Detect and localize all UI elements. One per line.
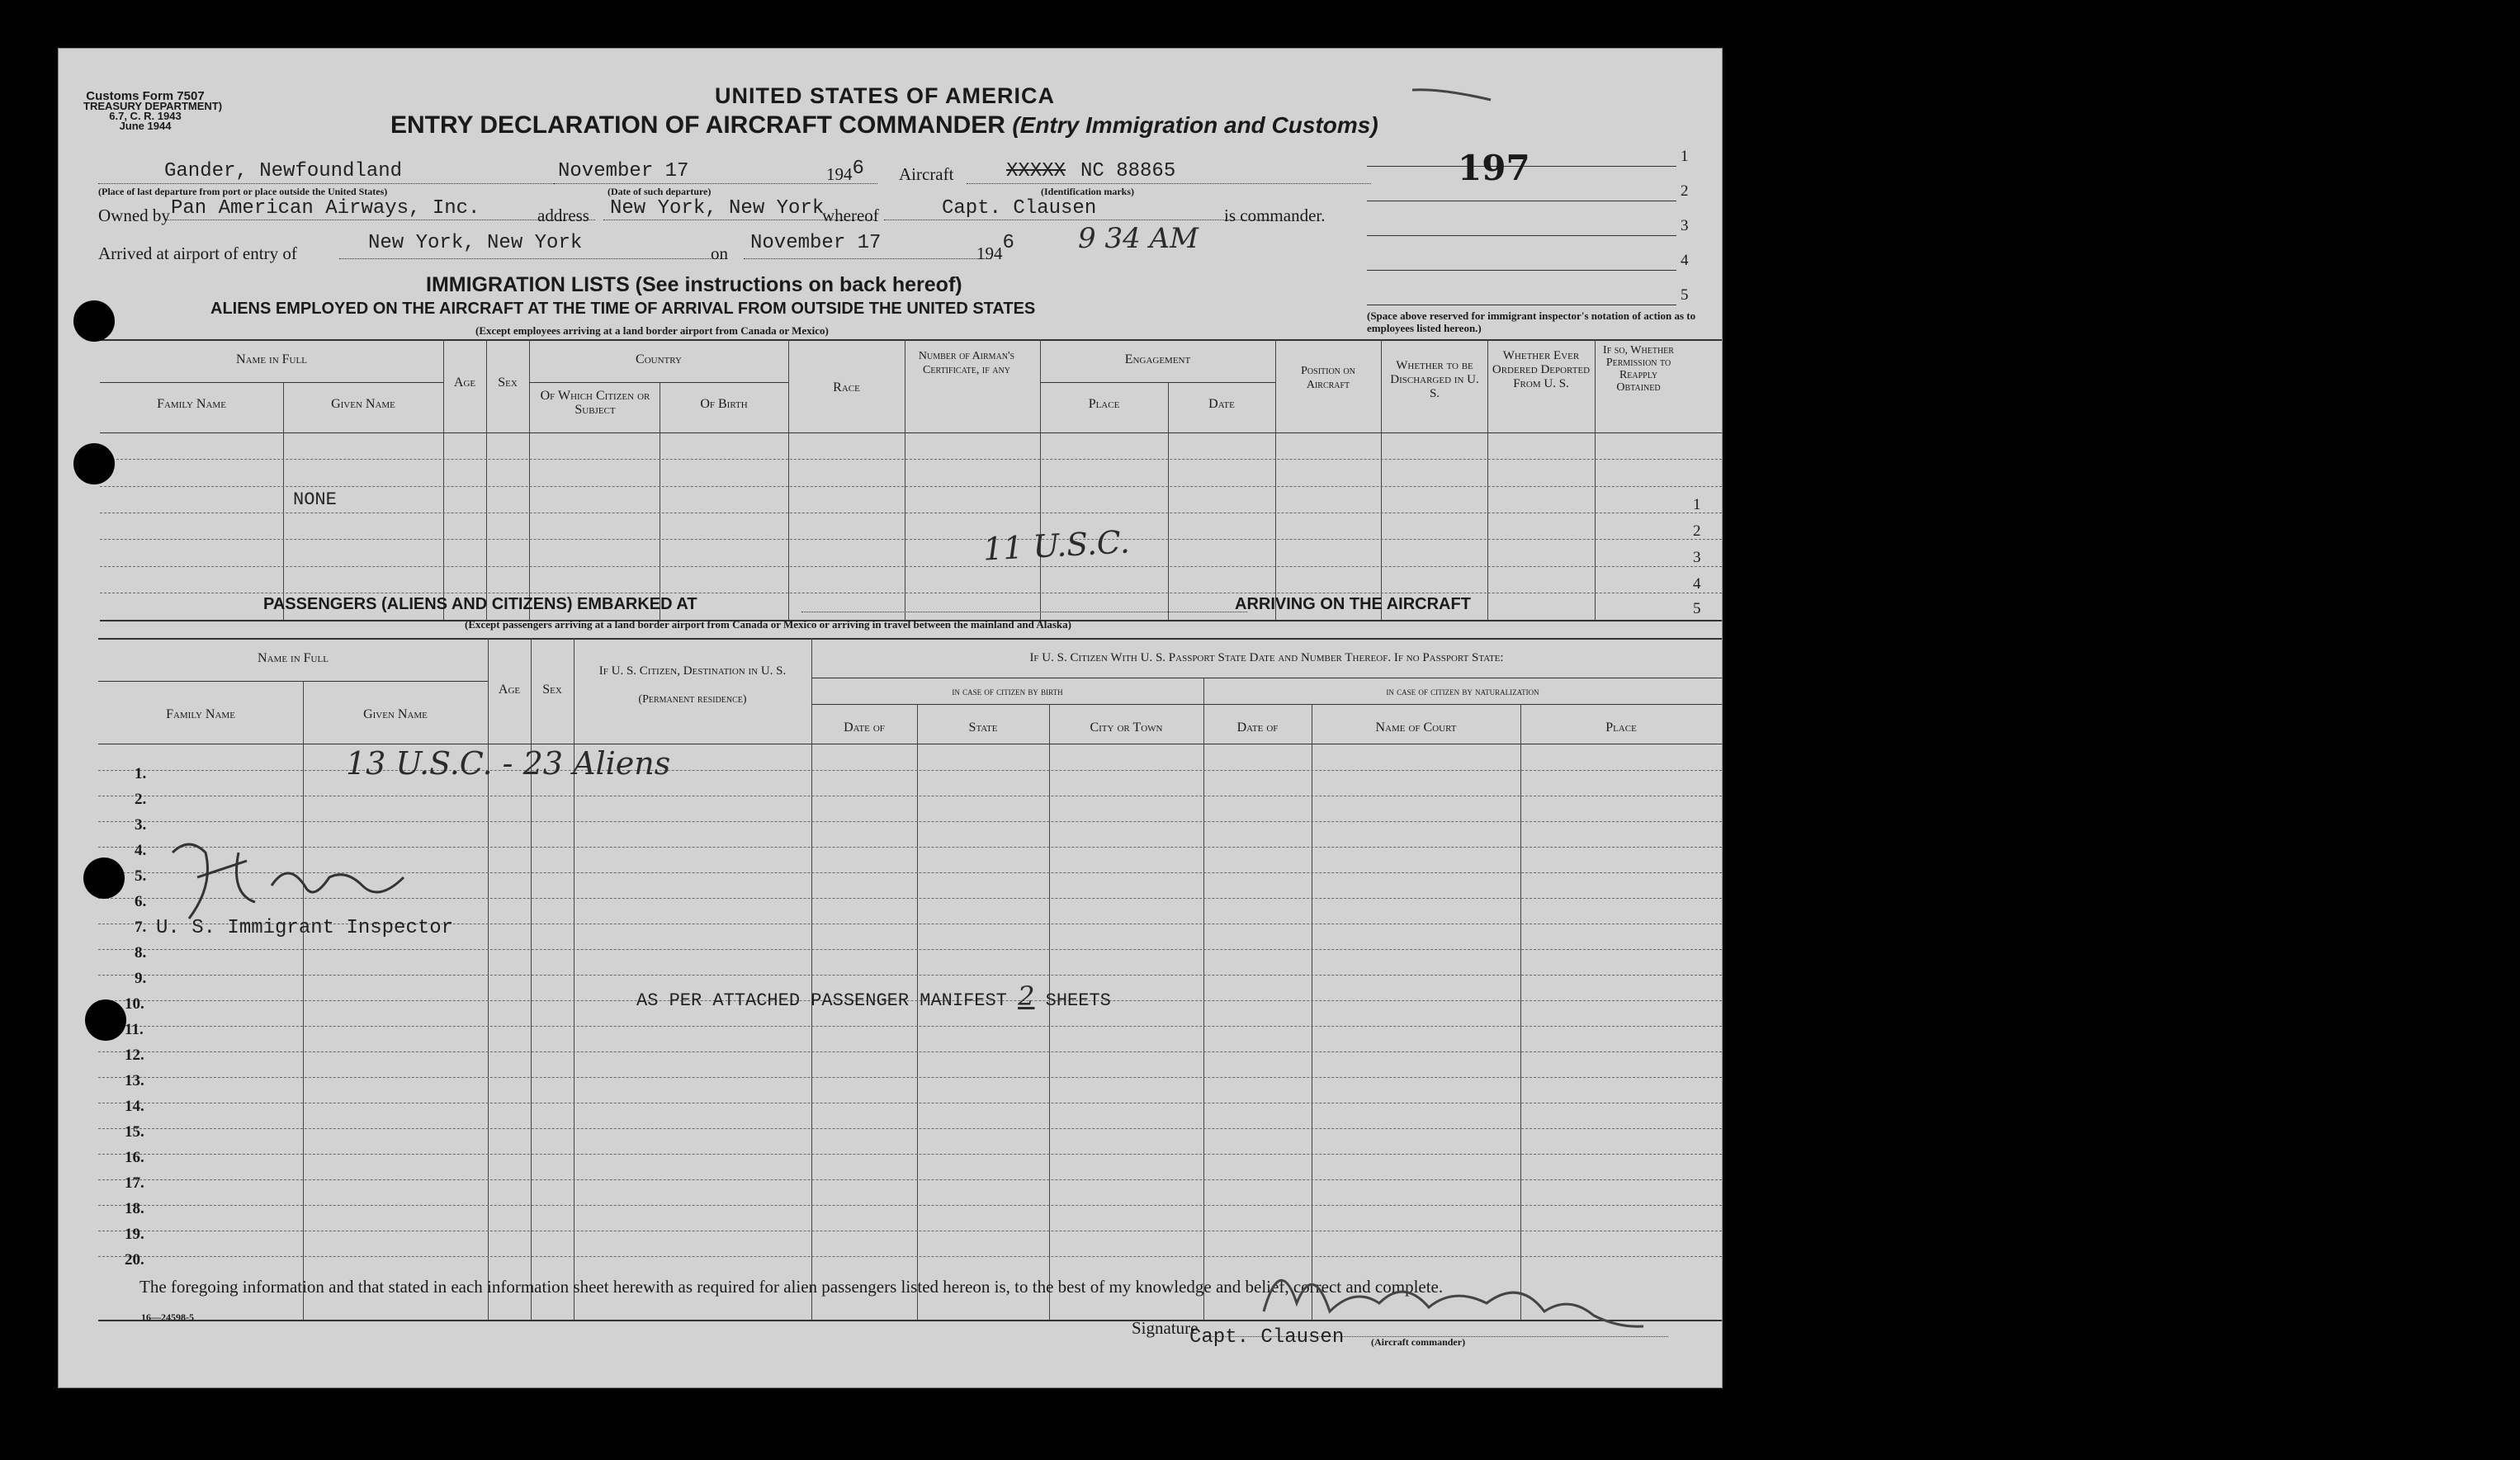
form-code: 16—24598-5 [141, 1311, 194, 1323]
form-number: Customs Form 7507 [86, 89, 205, 103]
reserved-line-number: 2 [1681, 182, 1689, 200]
address-label: address [537, 206, 589, 225]
arrived-label: Arrived at airport of entry of [98, 243, 297, 263]
immigration-note: (Except employees arriving at a land border airport from Canada or Mexico) [475, 324, 829, 337]
employee-row-number: 3 [1693, 549, 1701, 566]
passenger-row-number: 8. [135, 944, 147, 962]
col-country: Country [636, 352, 682, 366]
employee-entry-none: NONE [293, 489, 337, 510]
aircraft-caption: (Identification marks) [1041, 186, 1134, 197]
col-sex: Sex [498, 376, 518, 390]
col-engagement: Engagement [1124, 352, 1191, 366]
departure-place-caption: (Place of last departure from port or place outside the United States) [98, 186, 388, 197]
reserved-note: (Space above reserved for immigrant inspector's notation of action as to employees listed hereon.) [1367, 309, 1696, 334]
reserved-line-number: 3 [1681, 217, 1689, 234]
is-commander-label: is commander. [1224, 206, 1326, 225]
pen-mark [1408, 82, 1499, 106]
manifest-sheet-count: 2 [1018, 980, 1035, 1012]
col-race: Race [833, 380, 860, 395]
col-name-in-full: Name in Full [236, 352, 307, 366]
passenger-row-number: 4. [135, 842, 147, 859]
pcol-court: Name of Court [1375, 721, 1457, 735]
departure-date-caption: (Date of such departure) [608, 186, 712, 197]
col-age: Age [453, 376, 476, 390]
employee-row-number: 1 [1693, 496, 1701, 513]
pcol-sex: Sex [542, 683, 562, 697]
form-title-main: ENTRY DECLARATION OF AIRCRAFT COMMANDER [390, 111, 1005, 139]
punch-hole [73, 443, 115, 484]
col-discharged: Whether to be Discharged in U. S. [1390, 359, 1479, 400]
inspector-reserved-area [1367, 148, 1714, 346]
departure-place: Gander, Newfoundland [164, 160, 403, 182]
pcol-city: City or Town [1090, 721, 1163, 735]
passenger-row-number: 7. [135, 919, 147, 936]
passenger-row-number: 6. [135, 893, 147, 910]
col-engagement-place: Place [1088, 397, 1120, 411]
passengers-heading-left: PASSENGERS (ALIENS AND CITIZENS) EMBARKED AT [263, 595, 697, 613]
owned-by-label: Owned by [98, 206, 170, 225]
reserved-line-number: 5 [1681, 286, 1689, 304]
passenger-row-number: 19. [125, 1226, 144, 1243]
aircraft-id: NC 88865 [1080, 160, 1176, 182]
reserved-line-number: 4 [1681, 252, 1689, 269]
country-heading: UNITED STATES OF AMERICA [715, 83, 1055, 108]
pcol-place: Place [1605, 721, 1637, 735]
commander-name: Capt. Clausen [942, 197, 1097, 220]
employee-row-number: 5 [1693, 600, 1701, 617]
employee-row-number: 4 [1693, 575, 1701, 593]
passengers-note: (Except passengers arriving at a land border airport from Canada or Mexico or arriving in travel between the mainland and Alaska) [465, 618, 1071, 631]
pcol-given-name: Given Name [363, 707, 428, 721]
passenger-row-number: 1. [135, 765, 147, 782]
pcol-age: Age [498, 683, 521, 697]
immigration-handwritten-note: 11 U.S.C. [981, 523, 1131, 568]
passenger-row-number: 14. [125, 1098, 144, 1115]
punch-hole [83, 858, 125, 899]
col-citizen-of: Of Which Citizen or Subject [540, 389, 650, 417]
form-title [390, 111, 1378, 139]
passenger-row-number: 17. [125, 1174, 144, 1192]
col-engagement-date: Date [1208, 397, 1235, 411]
passenger-row-number: 9. [135, 970, 147, 987]
form-title-sub: (Entry Immigration and Customs) [1012, 112, 1378, 138]
passenger-row-number: 20. [125, 1251, 144, 1269]
pcol-family-name: Family Name [166, 707, 235, 721]
whereof-label: whereof [822, 206, 879, 225]
aircraft-label: Aircraft [899, 164, 954, 184]
year-label: 1946 [826, 158, 864, 184]
immigration-heading: IMMIGRATION LISTS (See instructions on back hereof) [426, 273, 962, 296]
aircraft-struck-text: XXXXX [1006, 160, 1066, 182]
passenger-row-number: 5. [135, 867, 147, 885]
pcol-name-in-full: Name in Full [258, 651, 329, 665]
col-permission: If so, Whether Permission to Reapply Obtained [1603, 344, 1674, 394]
arrival-date: November 17 [750, 232, 882, 254]
arrival-time: 9 34 AM [1078, 222, 1199, 255]
departure-date: November 17 [558, 160, 689, 182]
col-of-birth: Of Birth [700, 397, 748, 411]
pcol-by-naturalization: in case of citizen by naturalization [1386, 685, 1539, 697]
manifest-note: AS PER ATTACHED PASSENGER MANIFEST 2 SHEETS [636, 980, 1111, 1012]
inspector-title: U. S. Immigrant Inspector [156, 917, 454, 939]
pcol-passport: If U. S. Citizen With U. S. Passport State Date and Number Thereof. If no Passport State: [1029, 651, 1504, 664]
passenger-row-number: 15. [125, 1123, 144, 1141]
col-airman-cert: Number of Airman's Certificate, if any [918, 350, 1015, 376]
immigration-table [100, 339, 1722, 621]
passenger-row-number: 13. [125, 1072, 144, 1089]
passenger-row-number: 12. [125, 1047, 144, 1064]
pcol-destination-note: (Permanent residence) [638, 693, 747, 706]
punch-hole [73, 300, 115, 342]
form-identifier-block [83, 89, 223, 132]
employee-row-number: 2 [1693, 522, 1701, 540]
pcol-date-of: Date of [844, 721, 885, 735]
passenger-row-number: 18. [125, 1200, 144, 1217]
form-date: June 1944 [119, 120, 172, 132]
signature-label: Signature [1132, 1318, 1199, 1338]
pcol-by-birth: in case of citizen by birth [952, 685, 1063, 697]
col-family-name: Family Name [157, 397, 226, 411]
arrival-year: 1946 [976, 232, 1014, 263]
passenger-count-handwritten: 13 U.S.C. - 23 Aliens [346, 745, 671, 782]
on-label: on [711, 243, 728, 263]
declaration-text: The foregoing information and that stated in each information sheet herewith as required for alien passengers listed hereon is, to the best of my knowledge and belief, correct and complete. [139, 1277, 1444, 1297]
entry-declaration-form [58, 48, 1723, 1388]
punch-hole [85, 999, 126, 1041]
immigration-subheading: ALIENS EMPLOYED ON THE AIRCRAFT AT THE TIME OF ARRIVAL FROM OUTSIDE THE UNITED STATES [210, 300, 1036, 318]
passenger-row-number: 2. [135, 791, 147, 808]
col-position: Position on Aircraft [1301, 365, 1355, 391]
passenger-row-number: 3. [135, 816, 147, 834]
signature-caption: (Aircraft commander) [1371, 1336, 1466, 1348]
col-deported: Whether Ever Ordered Deported From U. S. [1492, 349, 1591, 390]
signer-name: Capt. Clausen [1189, 1326, 1345, 1349]
passenger-row-number: 10. [125, 995, 144, 1013]
passenger-row-number: 16. [125, 1149, 144, 1166]
pcol-destination: If U. S. Citizen, Destination in U. S. [598, 664, 787, 678]
cfr-reference: 6.7, C. R. 1943 [109, 110, 182, 122]
pcol-state: State [968, 721, 998, 735]
owner-name: Pan American Airways, Inc. [171, 197, 480, 220]
passenger-row-number: 11. [125, 1021, 144, 1038]
reserved-line-number: 1 [1681, 148, 1689, 165]
department: TREASURY DEPARTMENT) [83, 100, 223, 112]
arrival-place: New York, New York [368, 232, 583, 254]
passengers-heading-right: ARRIVING ON THE AIRCRAFT [1235, 595, 1471, 613]
owner-address: New York, New York [610, 197, 825, 220]
col-given-name: Given Name [331, 397, 395, 411]
pcol-date-of-2: Date of [1236, 721, 1279, 735]
stamp-number: 197 [1458, 148, 1530, 188]
